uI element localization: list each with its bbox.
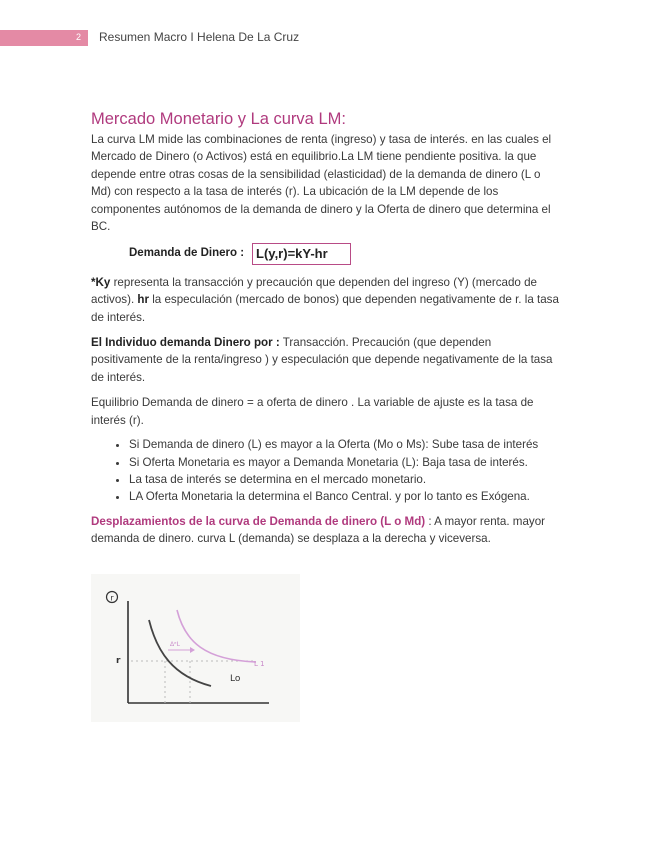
hr-term: hr (137, 293, 149, 307)
formula-box: L(y,r)=kY-hr (252, 243, 351, 264)
list-item: • Si Demanda de dinero (L) es mayor a la Oferta (Mo o Ms): Sube tasa de interés (129, 436, 561, 453)
formula-row (129, 243, 561, 264)
document-body (91, 108, 561, 548)
desplazamientos-paragraph (91, 513, 561, 548)
list-item: • Si Oferta Monetaria es mayor a Demanda Monetaria (L): Baja tasa de interés. (129, 454, 561, 471)
equilibrio-paragraph: Equilibrio Demanda de dinero = a oferta de dinero . La variable de ajuste es la tasa de interés (r). (91, 396, 534, 427)
ky-hr-paragraph (91, 274, 561, 326)
list-item: • La tasa de interés se determina en el mercado monetario. (129, 471, 561, 488)
desplazamientos-text: : A mayor renta. mayor demanda de dinero. curva L (demanda) se desplaza a la derecha y viceversa. (91, 514, 546, 546)
axis-label: r (110, 593, 114, 603)
shift-label: ΔᵉL (170, 641, 180, 648)
section-title: Mercado Monetario y La curva LM: (91, 110, 346, 128)
bullet-list (91, 436, 561, 506)
intro-paragraph: La curva LM mide las combinaciones de renta (ingreso) y tasa de interés. en las cuales el Mercado de Dinero (o Activos) está en equilibrio.La LM tiene pendiente positiva. la que depende entre otras cosas de la sensibilidad (elasticidad) de la demanda de dinero (L o Md) con respecto a la tasa de interés (r). La ubicación de la LM depende de los componentes autónomos de la demanda de dinero y la Oferta de dinero que determina el BC. (91, 133, 552, 234)
hr-text: la especulación (mercado de bonos) que dependen negativamente de r. la tasa de interés. (91, 293, 559, 324)
page-number: 2 (76, 32, 82, 42)
shift-arrow-head (190, 647, 195, 653)
list-item: • LA Oferta Monetaria la determina el Banco Central. y por lo tanto es Exógena. (129, 488, 561, 505)
ky-term: *Ky (91, 275, 111, 289)
individuo-text: Transacción. Precaución (que dependen positivamente de la renta/ingreso ) y especulación que depende negativamente de la tasa de interés. (91, 336, 553, 384)
curve-lo-label: Lo (230, 674, 241, 684)
y-tick-label: r (116, 656, 121, 666)
formula-label: Demanda de Dinero : (129, 247, 245, 260)
curve-lo (149, 620, 211, 686)
curve-l1-label: L 1 (254, 660, 265, 668)
individuo-paragraph (91, 334, 561, 386)
desplazamientos-term: Desplazamientos de la curva de Demanda de dinero (L o Md) (91, 514, 426, 528)
header-accent-bar (0, 30, 88, 46)
ky-text: representa la transacción y precaución que dependen del ingreso (Y) (mercado de activos). (91, 275, 537, 307)
money-demand-graph (91, 574, 300, 722)
curve-l1 (177, 610, 256, 662)
header-title: Resumen Macro I Helena De La Cruz (99, 30, 300, 44)
individuo-term: El Individuo demanda Dinero por : (91, 336, 280, 350)
money-demand-figure (91, 574, 300, 722)
